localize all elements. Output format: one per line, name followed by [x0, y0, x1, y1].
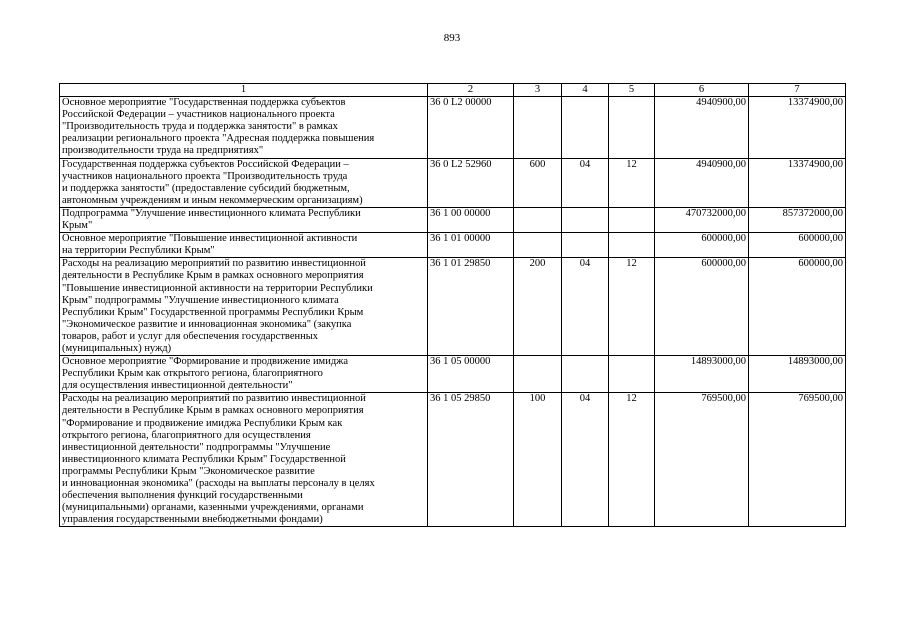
subsection-cell: 12 — [609, 158, 655, 207]
column-header: 3 — [514, 84, 562, 97]
row-name-cell: Государственная поддержка субъектов Российской Федерации – участников национального проекта "Производительность труда и поддержка занятости" (предоставление субсидий бюджетным, автономным учреждениям и иным некоммерческим организациям) — [60, 158, 428, 207]
target-article-code-cell: 36 1 05 29850 — [428, 393, 514, 527]
amount-cell-6: 600000,00 — [655, 258, 749, 356]
expense-type-cell: 100 — [514, 393, 562, 527]
subsection-cell — [609, 97, 655, 158]
expense-type-cell — [514, 97, 562, 158]
section-cell: 04 — [562, 393, 609, 527]
row-name-cell: Подпрограмма "Улучшение инвестиционного климата Республики Крым" — [60, 207, 428, 232]
section-cell: 04 — [562, 158, 609, 207]
row-name-cell: Расходы на реализацию мероприятий по развитию инвестиционной деятельности в Республике Крым в рамках основного мероприятия "Повышение инвестиционной активности на территории Республики Крым" подпрограммы "Улучшение инвестиционного климата Республики Крым" Государственной программы Республики Крым "Экономическое развитие и инновационная экономика" (закупка товаров, работ и услуг для обеспечения государственных (муниципальных) нужд) — [60, 258, 428, 356]
amount-cell-6: 470732000,00 — [655, 207, 749, 232]
page-number: 893 — [443, 32, 461, 44]
target-article-code-cell: 36 1 01 29850 — [428, 258, 514, 356]
column-header: 1 — [60, 84, 428, 97]
subsection-cell: 12 — [609, 258, 655, 356]
subsection-cell — [609, 233, 655, 258]
target-article-code-cell: 36 1 01 00000 — [428, 233, 514, 258]
section-cell — [562, 356, 609, 393]
amount-cell-7: 600000,00 — [749, 258, 846, 356]
row-name-cell: Основное мероприятие "Повышение инвестиционной активности на территории Республики Крым" — [60, 233, 428, 258]
table-row — [60, 207, 846, 232]
table-row — [60, 97, 846, 158]
target-article-code-cell: 36 0 L2 52960 — [428, 158, 514, 207]
row-name-cell: Расходы на реализацию мероприятий по развитию инвестиционной деятельности в Республике Крым в рамках основного мероприятия "Формирование и продвижение имиджа Республики Крым как открытого региона, благоприятного для осуществления инвестиционной деятельности" подпрограммы "Улучшение инвестиционного климата Республики Крым" Государственной программы Республики Крым "Экономическое развитие и инновационная экономика" (расходы на выплаты персоналу в целях обеспечения выполнения функций государственными (муниципальными) органами, казенными учреждениями, органами управления государственными внебюджетными фондами) — [60, 393, 428, 527]
table-row — [60, 356, 846, 393]
column-header: 7 — [749, 84, 846, 97]
amount-cell-7: 600000,00 — [749, 233, 846, 258]
amount-cell-7: 13374900,00 — [749, 158, 846, 207]
table-row — [60, 393, 846, 527]
column-header: 5 — [609, 84, 655, 97]
section-cell — [562, 97, 609, 158]
target-article-code-cell: 36 1 00 00000 — [428, 207, 514, 232]
row-name-cell: Основное мероприятие "Формирование и продвижение имиджа Республики Крым как открытого региона, благоприятного для осуществления инвестиционной деятельности" — [60, 356, 428, 393]
amount-cell-7: 857372000,00 — [749, 207, 846, 232]
table-header-row — [60, 84, 846, 97]
expense-type-cell: 600 — [514, 158, 562, 207]
expense-type-cell — [514, 233, 562, 258]
subsection-cell — [609, 356, 655, 393]
amount-cell-6: 769500,00 — [655, 393, 749, 527]
expense-type-cell — [514, 207, 562, 232]
expense-type-cell: 200 — [514, 258, 562, 356]
table-row — [60, 158, 846, 207]
target-article-code-cell: 36 0 L2 00000 — [428, 97, 514, 158]
amount-cell-6: 14893000,00 — [655, 356, 749, 393]
column-header: 4 — [562, 84, 609, 97]
target-article-code-cell: 36 1 05 00000 — [428, 356, 514, 393]
table-row — [60, 258, 846, 356]
subsection-cell: 12 — [609, 393, 655, 527]
expense-type-cell — [514, 356, 562, 393]
section-cell: 04 — [562, 258, 609, 356]
budget-table — [59, 83, 846, 527]
row-name-cell: Основное мероприятие "Государственная поддержка субъектов Российской Федерации – участников национального проекта "Производительность труда и поддержка занятости" в рамках реализации регионального проекта "Адресная поддержка повышения производительности труда на предприятиях" — [60, 97, 428, 158]
column-header: 2 — [428, 84, 514, 97]
subsection-cell — [609, 207, 655, 232]
amount-cell-6: 4940900,00 — [655, 97, 749, 158]
column-header: 6 — [655, 84, 749, 97]
section-cell — [562, 233, 609, 258]
section-cell — [562, 207, 609, 232]
amount-cell-7: 769500,00 — [749, 393, 846, 527]
amount-cell-6: 600000,00 — [655, 233, 749, 258]
amount-cell-6: 4940900,00 — [655, 158, 749, 207]
table-body — [60, 84, 846, 527]
amount-cell-7: 14893000,00 — [749, 356, 846, 393]
table-row — [60, 233, 846, 258]
amount-cell-7: 13374900,00 — [749, 97, 846, 158]
